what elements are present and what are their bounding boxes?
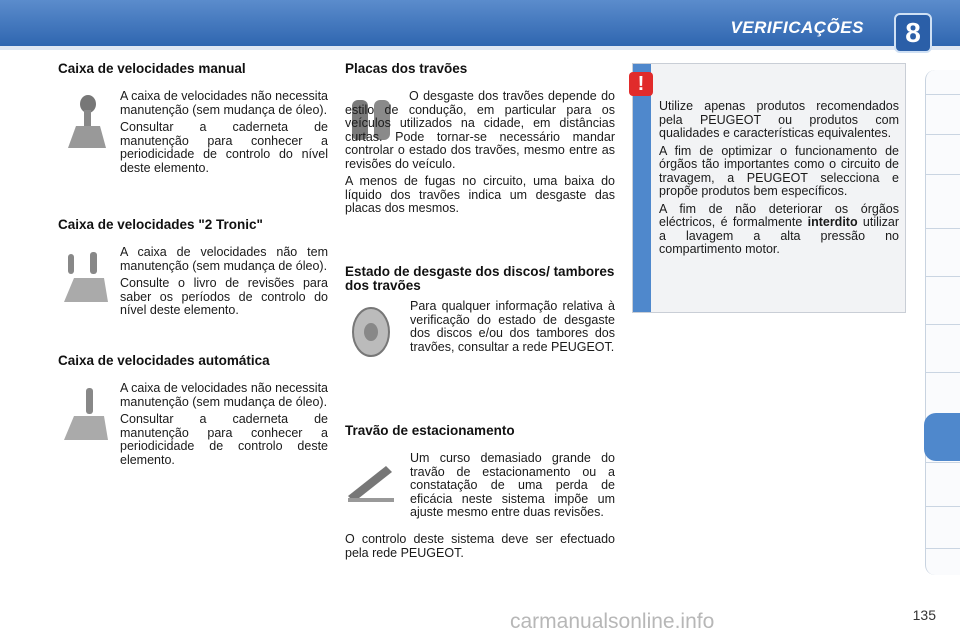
tab-divider	[926, 462, 960, 463]
tab-divider	[926, 548, 960, 549]
page-number: 135	[912, 607, 936, 623]
gear-shift-automatic-icon	[60, 384, 110, 444]
paragraph: O desgaste dos travões depende do estilo de condução, em particular para os veículos utilizados na cidade, em distâncias curtas. Pode tornar-se necessário mandar controlar o estado dos travões, mesmo entre as revisões do veículo.	[345, 89, 615, 171]
section-discs	[345, 265, 615, 292]
section-title: Caixa de velocidades manual	[58, 61, 246, 76]
section-title: Caixa de velocidades "2 Tronic"	[58, 217, 263, 232]
warning-icon: !	[629, 72, 653, 96]
tab-divider	[926, 324, 960, 325]
tab-divider	[926, 276, 960, 277]
header-stripe	[0, 46, 960, 50]
section-discs-text	[410, 300, 615, 358]
paragraph: Um curso demasiado grande do travão de estacionamento ou a constatação de uma perda de eficácia neste sistema impõe um ajuste mesmo entre duas revisões.	[410, 451, 615, 519]
tab-divider	[926, 94, 960, 95]
section-pads	[345, 62, 615, 76]
tab-divider	[926, 372, 960, 373]
section-pads-text	[345, 90, 615, 220]
paragraph: A menos de fugas no circuito, uma baixa do líquido dos travões indica um desgaste das placas dos mesmos.	[345, 174, 615, 215]
section-auto-text	[120, 382, 328, 471]
watermark: carmanualsonline.info	[510, 610, 715, 633]
emphasis: interdito	[807, 215, 858, 229]
text-run: utilizar a lavagem a alta pressão no compartimento motor.	[659, 215, 900, 256]
paragraph: Consultar a caderneta de manutenção para conhecer a periodicidade de controlo do nível deste elemento.	[120, 120, 328, 175]
section-manual	[58, 62, 328, 76]
paragraph: A caixa de velocidades não necessita manutenção (sem mudança de óleo).	[120, 381, 328, 409]
section-title: Placas dos travões	[345, 61, 468, 76]
active-chapter-tab[interactable]	[924, 413, 960, 461]
section-title: Travão de estacionamento	[345, 423, 515, 438]
gear-shift-manual-icon	[60, 92, 110, 152]
section-parking	[345, 424, 615, 438]
paragraph: Para qualquer informação relativa à verificação do estado de desgaste dos discos e/ou dos tambores dos travões, consultar a rede PEUGEOT.	[410, 299, 615, 354]
brake-disc-icon	[346, 302, 396, 362]
text-run: A fim de não deteriorar os órgãos eléctricos, é formalmente	[659, 201, 899, 229]
paragraph: A fim de optimizar o funcionamento de órgãos tão importantes como o circuito de travagem, a PEUGEOT selecciona e propõe produtos bem específicos.	[659, 143, 899, 198]
section-tronic-text	[120, 246, 328, 322]
paragraph: A caixa de velocidades não necessita manutenção (sem mudança de óleo).	[120, 89, 328, 117]
paragraph: Consulte o livro de revisões para saber os períodos de controlo do nível deste elemento.	[120, 276, 328, 317]
paragraph	[659, 203, 899, 257]
parking-brake-icon	[346, 456, 396, 516]
tab-divider	[926, 134, 960, 135]
chapter-number: 8	[894, 13, 932, 53]
paragraph: Utilize apenas produtos recomendados pela PEUGEOT ou produtos com qualidades e características equivalentes.	[659, 99, 899, 140]
section-title: Caixa de velocidades automática	[58, 353, 270, 368]
section-manual-text	[120, 90, 328, 179]
section-parking-text-2	[345, 533, 615, 564]
warning-bar	[633, 64, 651, 312]
gear-shift-tronic-icon	[60, 248, 110, 308]
paragraph: O controlo deste sistema deve ser efectuado pela rede PEUGEOT.	[345, 532, 615, 560]
tab-divider	[926, 228, 960, 229]
section-auto	[58, 354, 328, 368]
page-title: VERIFICAÇÕES	[730, 18, 864, 37]
section-title: Estado de desgaste dos discos/ tambores dos travões	[345, 264, 615, 293]
tab-divider	[926, 174, 960, 175]
chapter-tabs	[925, 70, 960, 575]
warning-text	[659, 100, 899, 261]
section-parking-text	[410, 452, 615, 524]
paragraph: Consultar a caderneta de manutenção para conhecer a periodicidade de controlo deste elemento.	[120, 412, 328, 467]
section-tronic	[58, 218, 328, 232]
warning-box	[632, 63, 906, 313]
tab-divider	[926, 506, 960, 507]
paragraph: A caixa de velocidades não tem manutenção (sem mudança de óleo).	[120, 245, 328, 273]
